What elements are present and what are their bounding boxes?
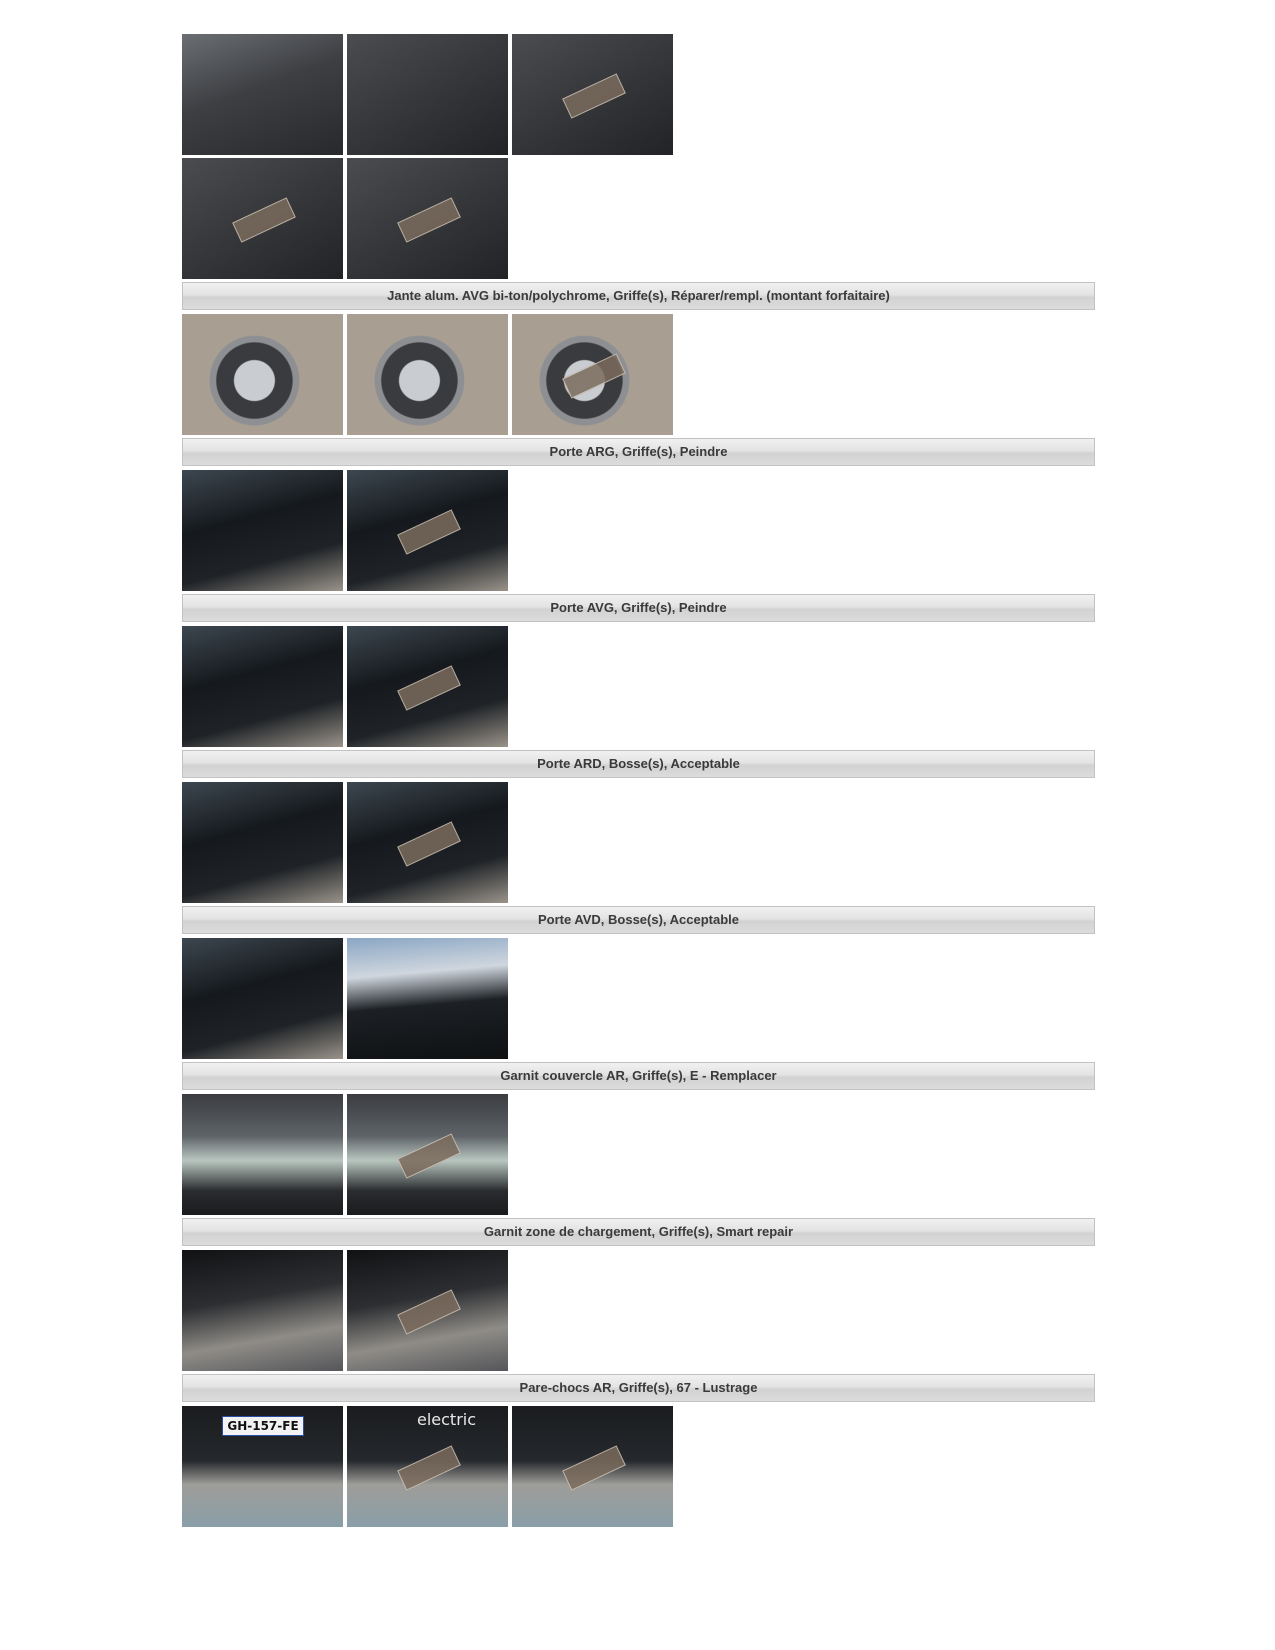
photo-thumbnail[interactable] [347, 1250, 508, 1371]
license-plate: GH-157-FE [222, 1416, 304, 1436]
photo-thumbnail[interactable] [347, 34, 508, 155]
damage-section-header: Porte AVG, Griffe(s), Peindre [182, 594, 1095, 622]
photo-thumbnail[interactable] [347, 938, 508, 1059]
photo-thumbnail[interactable] [512, 314, 673, 435]
photo-thumbnail[interactable] [182, 314, 343, 435]
photo-thumbnail[interactable] [347, 1406, 508, 1527]
damage-section-header: Porte ARD, Bosse(s), Acceptable [182, 750, 1095, 778]
gauge-tool-image [562, 73, 626, 118]
photo-thumbnail[interactable] [347, 782, 508, 903]
photo-thumbnail[interactable] [347, 470, 508, 591]
photo-thumbnail[interactable] [182, 470, 343, 591]
gauge-tool-image [397, 509, 461, 554]
photo-row [182, 470, 1099, 591]
damage-section-header: Pare-chocs AR, Griffe(s), 67 - Lustrage [182, 1374, 1095, 1402]
photo-thumbnail[interactable] [182, 626, 343, 747]
photo-thumbnail[interactable] [512, 1406, 673, 1527]
photo-row [182, 158, 1099, 279]
photo-row [182, 626, 1099, 747]
photo-thumbnail[interactable] [347, 158, 508, 279]
photo-thumbnail[interactable] [182, 938, 343, 1059]
photo-thumbnail[interactable] [182, 1250, 343, 1371]
photo-row [182, 1250, 1099, 1371]
damage-photo-report [182, 34, 1099, 1530]
gauge-tool-image [397, 197, 461, 242]
photo-thumbnail[interactable] [182, 1406, 343, 1527]
damage-section-header: Jante alum. AVG bi-ton/polychrome, Griffe(s), Réparer/rempl. (montant forfaitaire) [182, 282, 1095, 310]
gauge-tool-image [397, 1133, 461, 1178]
photo-thumbnail[interactable] [182, 34, 343, 155]
photo-thumbnail[interactable] [347, 314, 508, 435]
photo-row [182, 938, 1099, 1059]
gauge-tool-image [562, 353, 626, 398]
photo-row [182, 1406, 1099, 1527]
photo-thumbnail[interactable] [182, 782, 343, 903]
damage-section-header: Garnit zone de chargement, Griffe(s), Smart repair [182, 1218, 1095, 1246]
photo-thumbnail[interactable] [347, 626, 508, 747]
photo-row [182, 782, 1099, 903]
photo-row [182, 314, 1099, 435]
gauge-tool-image [397, 1445, 461, 1490]
photo-thumbnail[interactable] [182, 1094, 343, 1215]
gauge-tool-image [397, 1289, 461, 1334]
damage-section-header: Porte ARG, Griffe(s), Peindre [182, 438, 1095, 466]
photo-row [182, 1094, 1099, 1215]
photo-row [182, 34, 1099, 155]
gauge-tool-image [562, 1445, 626, 1490]
photo-thumbnail[interactable] [182, 158, 343, 279]
photo-thumbnail[interactable] [347, 1094, 508, 1215]
photo-thumbnail[interactable] [512, 34, 673, 155]
electric-badge: electric [417, 1410, 477, 1429]
damage-section-header: Porte AVD, Bosse(s), Acceptable [182, 906, 1095, 934]
gauge-tool-image [397, 665, 461, 710]
gauge-tool-image [397, 821, 461, 866]
damage-section-header: Garnit couvercle AR, Griffe(s), E - Remplacer [182, 1062, 1095, 1090]
gauge-tool-image [232, 197, 296, 242]
